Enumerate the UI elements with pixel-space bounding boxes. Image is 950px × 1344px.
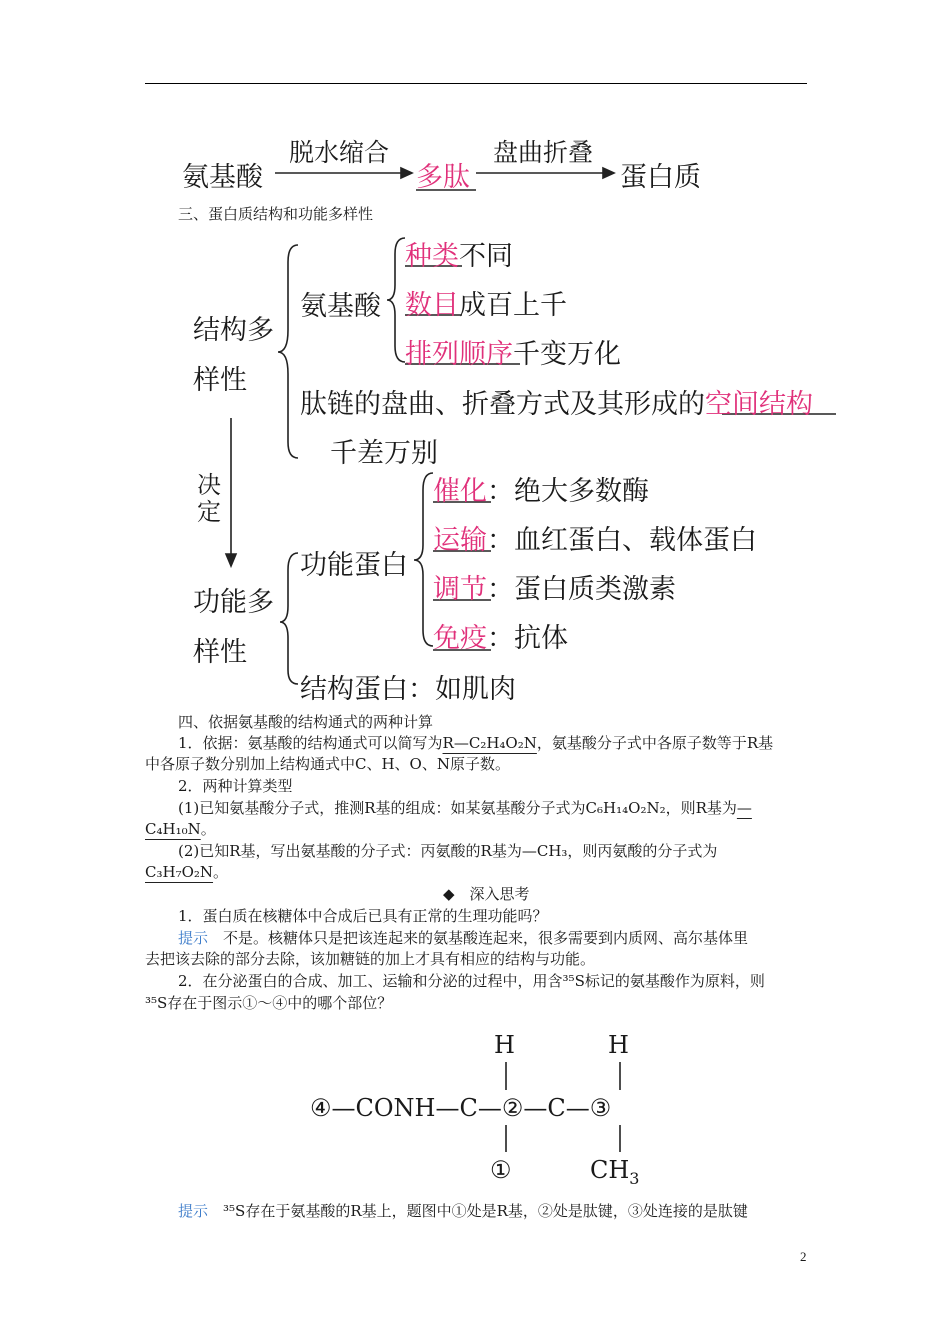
chain-key: 空间结构 bbox=[705, 389, 813, 420]
catalysis-key: 催化 bbox=[433, 476, 487, 507]
flow-protein: 蛋白质 bbox=[620, 162, 701, 193]
flow-step-folding: 盘曲折叠 bbox=[493, 138, 594, 167]
p1-text-a: 1．依据：氨基酸的结构通式可以简写为 bbox=[178, 734, 443, 752]
p3-answer: C₄H₁₀N bbox=[145, 820, 201, 838]
structure-label-line1: 结构多 bbox=[193, 315, 274, 346]
think-a2-line bbox=[178, 1201, 748, 1222]
catalysis-rest: ：绝大多数酶 bbox=[487, 476, 649, 507]
molecule-ch3-sub: 3 bbox=[629, 1168, 640, 1188]
immunity-rest: ：抗体 bbox=[487, 623, 568, 654]
think-a1-line1 bbox=[178, 928, 748, 949]
regulation-rest: ：蛋白质类激素 bbox=[487, 574, 676, 605]
p1-text-b: ，氨基酸分子式中各原子数等于R基 bbox=[536, 734, 774, 752]
molecule-h-right: H bbox=[608, 1031, 629, 1059]
molecule-ch3 bbox=[590, 1156, 639, 1188]
section3-heading: 三、蛋白质结构和功能多样性 bbox=[178, 205, 374, 223]
regulation-key: 调节 bbox=[433, 574, 487, 605]
page-number: 2 bbox=[800, 1249, 807, 1264]
section4-p2: 2．两种计算类型 bbox=[178, 777, 293, 795]
think-a1-line2: 去把该去除的部分去除，该加糖链的加上才具有相应的结构与功能。 bbox=[145, 950, 596, 968]
flow-step-dehydration: 脱水缩合 bbox=[289, 138, 390, 167]
think-q2-line1: 2．在分泌蛋白的合成、加工、运输和分泌的过程中，用含³⁵S标记的氨基酸作为原料，则 bbox=[178, 972, 765, 990]
hint-label-2: 提示 bbox=[178, 1202, 209, 1220]
flow-amino-acid: 氨基酸 bbox=[182, 162, 263, 193]
immunity-key: 免疫 bbox=[433, 623, 487, 654]
count-rest: 成百上千 bbox=[459, 290, 567, 321]
think-q2-line2: ³⁵S存在于图示①～④中的哪个部位？ bbox=[145, 994, 393, 1012]
molecule-main-chain: ④—CONH—C—②—C—③ bbox=[310, 1094, 612, 1122]
chain-text: 肽链的盘曲、折叠方式及其形成的 bbox=[300, 389, 705, 420]
order-rest: 千变万化 bbox=[513, 339, 621, 370]
flow-polypeptide: 多肽 bbox=[416, 162, 470, 193]
p3-end: 。 bbox=[200, 820, 216, 838]
section4-p4-line1: (2)已知R基，写出氨基酸的分子式：丙氨酸的R基为—CH₃，则丙氨酸的分子式为 bbox=[178, 842, 718, 860]
amino-acid-label: 氨基酸 bbox=[300, 291, 381, 322]
order-line bbox=[405, 332, 621, 371]
think-heading: ◆ 深入思考 bbox=[443, 885, 530, 903]
p4-answer: C₃H₇O₂N bbox=[145, 863, 214, 881]
p4-end: 。 bbox=[213, 863, 229, 881]
kind-line bbox=[405, 234, 513, 273]
count-key: 数目 bbox=[405, 290, 459, 321]
catalysis-line bbox=[433, 469, 649, 508]
a1-text-a: 不是。核糖体只是把该连起来的氨基酸连起来，很多需要到内质网、高尔基体里 bbox=[223, 929, 749, 947]
count-line bbox=[405, 283, 567, 322]
section4-p3-line2 bbox=[145, 819, 216, 840]
order-key: 排列顺序 bbox=[405, 339, 513, 370]
section4-p1-line1 bbox=[178, 733, 773, 754]
regulation-line bbox=[433, 567, 676, 606]
molecule-group-1: ① bbox=[490, 1156, 512, 1184]
section4-p4-line2 bbox=[145, 862, 228, 883]
think-q1: 1．蛋白质在核糖体中合成后已具有正常的生理功能吗？ bbox=[178, 907, 548, 925]
immunity-line bbox=[433, 616, 568, 655]
function-label-line2: 样性 bbox=[193, 637, 247, 668]
function-label-line1: 功能多 bbox=[193, 587, 274, 618]
p3-dash: — bbox=[736, 799, 752, 817]
section4-heading: 四、依据氨基酸的结构通式的两种计算 bbox=[178, 713, 434, 731]
molecule-ch: CH bbox=[590, 1156, 630, 1184]
molecule-h-left: H bbox=[494, 1031, 515, 1059]
kind-key: 种类 bbox=[405, 241, 459, 272]
transport-key: 运输 bbox=[433, 525, 487, 556]
decide-char-2: 定 bbox=[197, 498, 221, 526]
transport-rest: ：血红蛋白、载体蛋白 bbox=[487, 525, 757, 556]
decide-char-1: 决 bbox=[197, 471, 221, 499]
functional-protein-label: 功能蛋白 bbox=[300, 550, 408, 581]
structural-protein-line: 结构蛋白：如肌肉 bbox=[300, 674, 516, 705]
chain-line bbox=[300, 382, 813, 421]
p1-formula: R—C₂H₄O₂N bbox=[442, 734, 537, 752]
kind-rest: 不同 bbox=[459, 241, 513, 272]
p3-text-a: (1)已知氨基酸分子式，推测R基的组成：如某氨基酸分子式为C₆H₁₄O₂N₂，则R基为 bbox=[178, 799, 737, 817]
section4-p1-line2: 中各原子数分别加上结构通式中C、H、O、N原子数。 bbox=[145, 755, 510, 773]
a2-text: ³⁵S存在于氨基酸的R基上，题图中①处是R基，②处是肽键，③处连接的是肽键 bbox=[223, 1202, 748, 1220]
structure-label-line2: 样性 bbox=[193, 365, 247, 396]
transport-line bbox=[433, 518, 757, 557]
section4-p3-line1 bbox=[178, 798, 752, 819]
hint-label: 提示 bbox=[178, 929, 209, 947]
chain-rest: 千差万别 bbox=[330, 438, 438, 469]
